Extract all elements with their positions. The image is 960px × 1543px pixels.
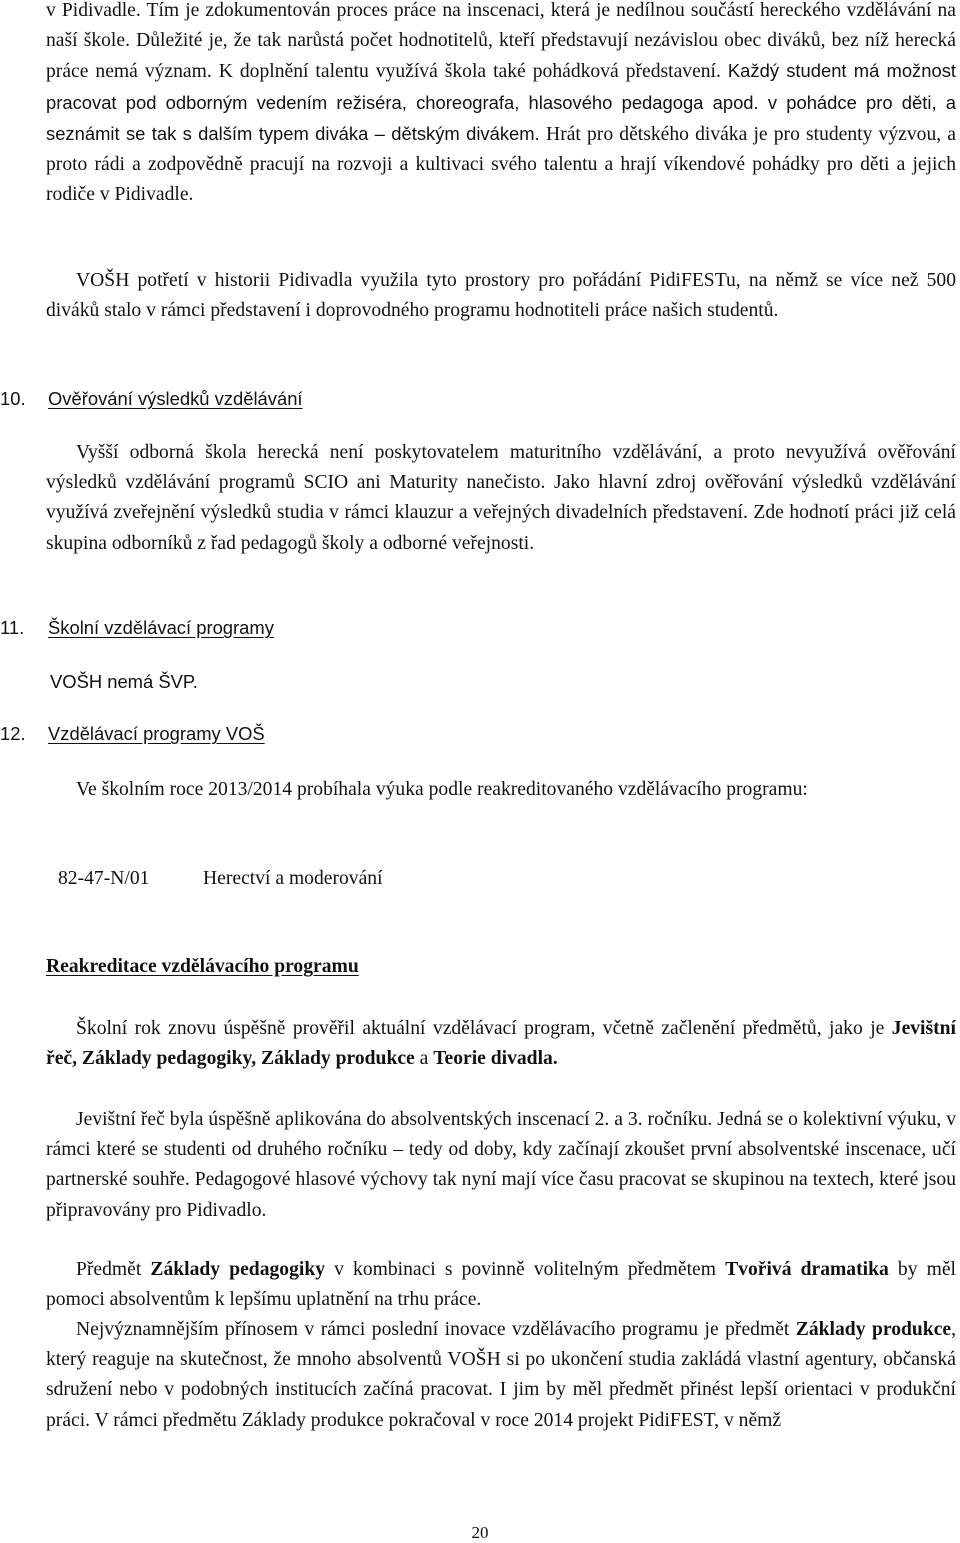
section-11-body: VOŠH nemá ŠVP.: [50, 671, 198, 692]
pidifest-paragraph: VOŠH potřetí v historii Pidivadla využila tyto prostory pro pořádání PidiFESTu, na němž se více než 500 diváků stalo v rámci představení i doprovodného programu hodnotiteli práce našich studentů.: [46, 270, 956, 322]
reaccreditation-paragraph-1: [46, 1014, 956, 1074]
p3-text-a: Předmět: [76, 1259, 151, 1280]
reaccreditation-paragraph-3: [46, 1255, 956, 1315]
p1-text-c: a: [414, 1048, 434, 1070]
reaccreditation-paragraph-2: Jevištní řeč byla úspěšně aplikována do absolventských inscenací 2. a 3. ročníku. Jedná se o kolektivní výuku, v rámci které se studenti od druhého ročníku – tedy od doby, kdy začínají zkoušet první absolventské inscenace, učí partnerské souhře. Pedagogové hlasové výchovy tak nyní mají více času pracovat se skupinou na textech, které jsou připravovány pro Pidivadlo.: [46, 1109, 956, 1221]
p3-text-c: v kombinaci s povinně volitelným předmětem: [325, 1259, 726, 1280]
p4-production-bold: Základy produkce: [795, 1319, 952, 1340]
intro-paragraph: [46, 0, 956, 210]
intro-text-serif: v Pidivadle. Tím je zdokumentován proces práce na inscenaci, která je nedílnou součástí hereckého vzdělávání na naší škole. Důležité je, že tak narůstá počet hodnotitelů, kteří představují nezávislou obec diváků, bez níž herecká práce nemá význam. K doplnění talentu využívá škola také pohádková představení.: [46, 0, 956, 83]
program-code: 82-47-N/01: [58, 868, 150, 889]
reaccreditation-paragraph-4: [46, 1315, 956, 1436]
p4-text-c: , který reaguje na skutečnost, že mnoho absolventů VOŠH si po ukončení studia zakládá vlastní agentury, občanská sdružení nebo v podobných institucích začíná pracovat. I jim by měl předmět přinést lepší orientaci v produkční práci. V rámci předmětu Základy produkce pokračoval v roce 2014 projekt PidiFEST, v němž: [46, 1319, 956, 1431]
reaccreditation-heading: [46, 956, 359, 978]
p1-text-a: Školní rok znovu úspěšně prověřil aktuální vzdělávací program, včetně začlenění předmětů, jako je: [76, 1018, 892, 1039]
p3-drama-bold: Tvořivá dramatika: [725, 1259, 889, 1280]
intro-text-sans: Každý student má možnost pracovat pod odborným vedením režiséra, choreografa, hlasového pedagoga apod. v pohádce pro děti, a seznámit se tak s dalším typem diváka – dětským divákem.: [46, 60, 956, 144]
intro-text-serif-end: Hrát pro dětského diváka je pro studenty výzvou, a proto rádi a zodpovědně pracují na rozvoji a kultivaci svého talentu a hrají víkendové pohádky pro děti a jejich rodiče v Pidivadle.: [46, 123, 956, 206]
p1-theory-bold: Teorie divadla.: [433, 1048, 558, 1070]
section-10-body: Vyšší odborná škola herecká není poskytovatelem maturitního vzdělávání, a proto nevyužívá ověřování výsledků vzdělávání programů SCIO ani Maturity nanečisto. Jako hlavní zdroj ověřování výsledků vzdělávání využívá zveřejnění výsledků studia v rámci klauzur a veřejných divadelních představení. Zde hodnotí práci již celá skupina odborníků z řad pedagogů školy a odborné veřejnosti.: [46, 442, 956, 554]
program-entry: [58, 868, 658, 896]
reaccreditation-heading-text: Reakreditace vzdělávacího programu: [46, 956, 359, 977]
p3-pedagogy-bold: Základy pedagogiky: [150, 1259, 326, 1280]
page-number: 20: [471, 1523, 489, 1542]
section-12-body: Ve školním roce 2013/2014 probíhala výuka podle reakreditovaného vzdělávacího programu:: [76, 779, 808, 800]
section-10-title: Ověřování výsledků vzdělávání: [48, 388, 303, 409]
section-11-number: 11.: [0, 617, 25, 638]
section-12-title: Vzdělávací programy VOŠ: [48, 723, 265, 744]
section-12-number: 12.: [0, 723, 26, 744]
p1-subjects-bold: Jevištní řeč, Základy pedagogiky, Základy produkce: [46, 1018, 956, 1070]
p4-text-a: Nejvýznamnějším přínosem v rámci poslední inovace vzdělávacího programu je předmět: [76, 1319, 796, 1340]
section-12-heading: [0, 723, 960, 749]
section-10-heading: [0, 388, 960, 414]
section-11-heading: [0, 617, 960, 643]
section-10-number: 10.: [0, 388, 26, 409]
section-11-title: Školní vzdělávací programy: [48, 617, 274, 638]
p3-text-d: by měl pomoci absolventům k lepšímu uplatnění na trhu práce.: [46, 1259, 956, 1311]
program-name: Herectví a moderování: [203, 868, 383, 889]
